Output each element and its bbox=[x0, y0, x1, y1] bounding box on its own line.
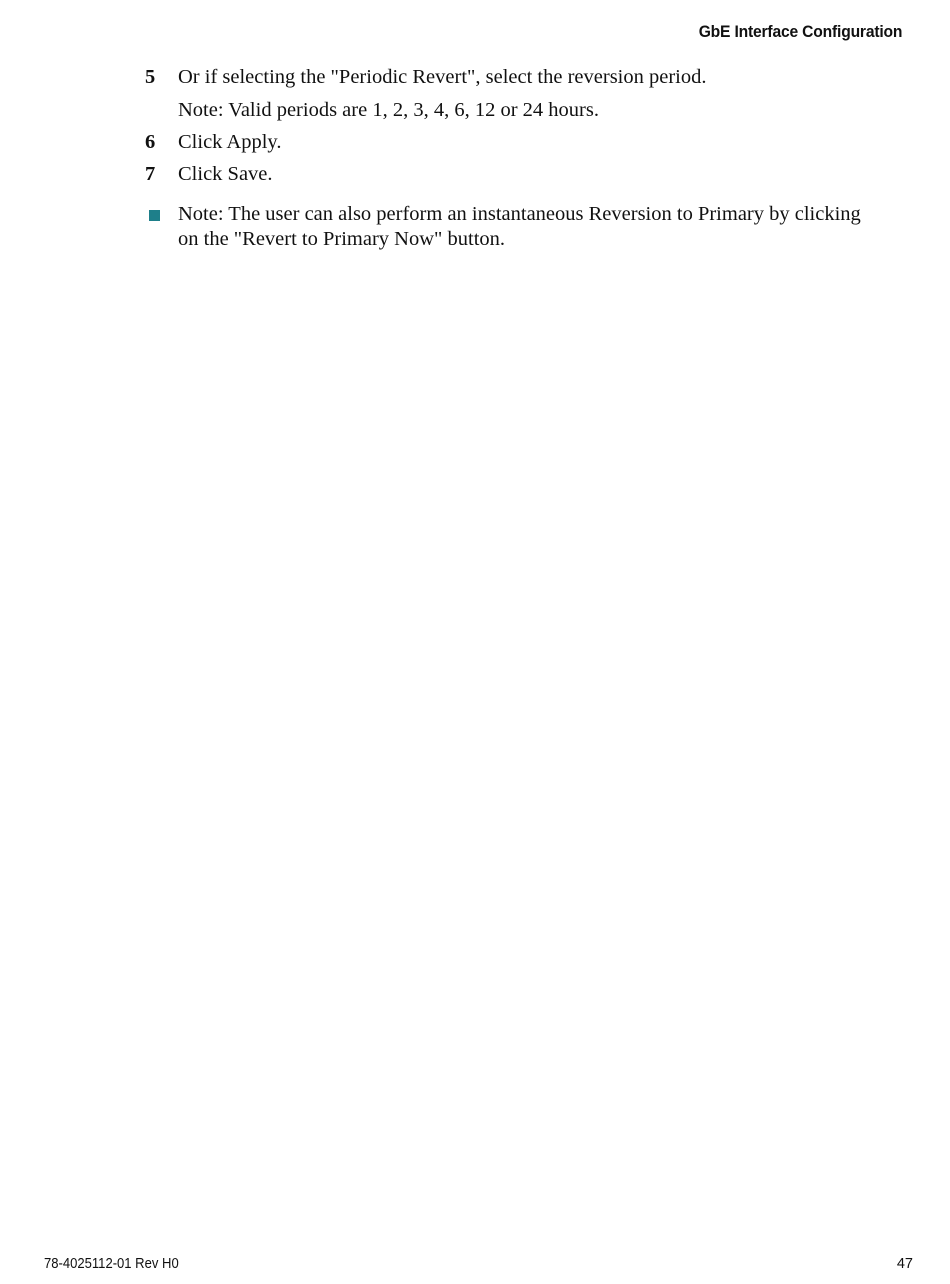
square-bullet-icon bbox=[149, 210, 160, 221]
step-number: 6 bbox=[145, 131, 156, 153]
step-text: Click Apply. bbox=[178, 131, 282, 153]
running-header: GbE Interface Configuration bbox=[698, 22, 902, 41]
step-number: 5 bbox=[145, 66, 156, 88]
step-number: 7 bbox=[145, 163, 156, 185]
bullet-note-text: Note: The user can also perform an instantaneous Reversion to Primary by clicking on the "Revert to Primary Now" button. bbox=[178, 203, 861, 250]
bullet-note bbox=[145, 202, 875, 252]
page-number: 47 bbox=[896, 1256, 913, 1272]
step-text: Click Save. bbox=[178, 163, 273, 185]
document-number: 78-4025112-01 Rev H0 bbox=[44, 1256, 179, 1272]
step-5-note: Note: Valid periods are 1, 2, 3, 4, 6, 12 or 24 hours. bbox=[178, 99, 599, 121]
step-text: Or if selecting the "Periodic Revert", select the reversion period. bbox=[178, 66, 707, 88]
